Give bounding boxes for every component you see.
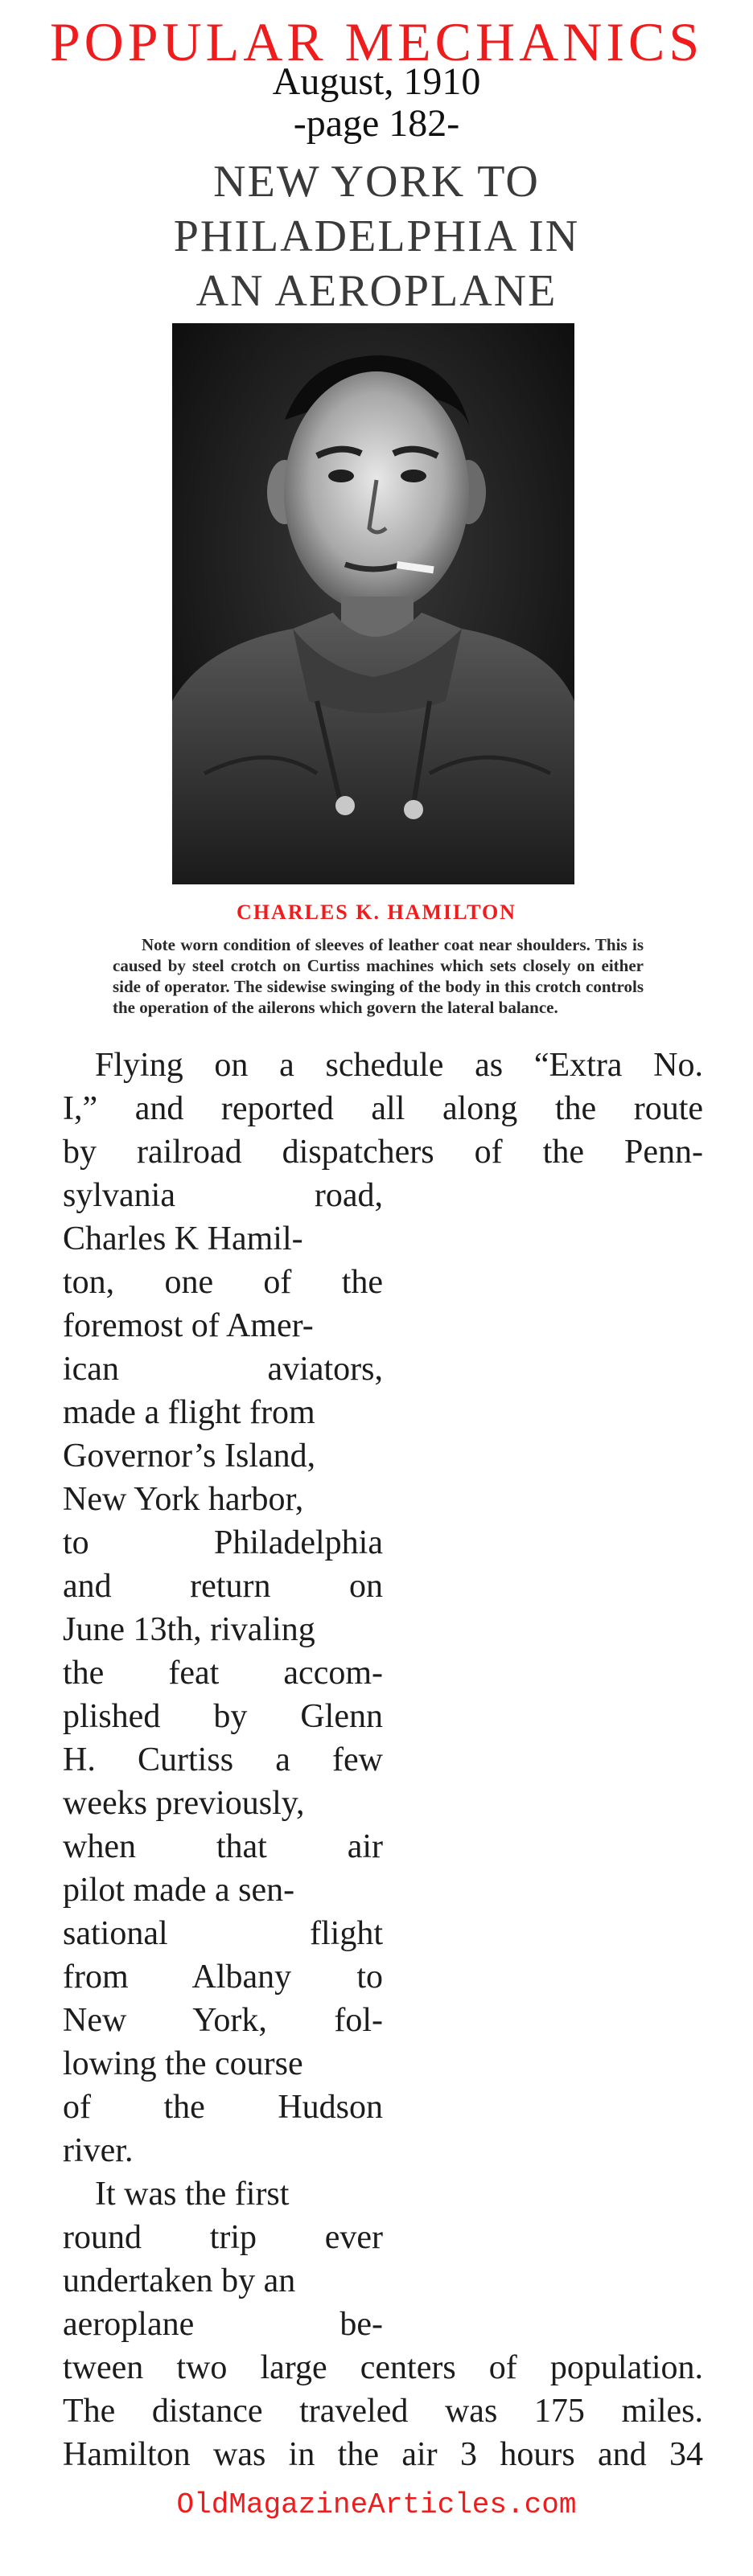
article-line: New York harbor, xyxy=(63,1481,304,1518)
article-line: It was the first xyxy=(95,2176,290,2213)
portrait-image xyxy=(172,323,574,884)
article-line: the feat accom- xyxy=(63,1655,383,1692)
article-line: undertaken by an xyxy=(63,2262,296,2299)
article-body xyxy=(63,1044,703,2476)
article-line: pilot made a sen- xyxy=(63,1872,295,1909)
article-line: New York, fol- xyxy=(63,2002,383,2039)
article-line: lowing the course xyxy=(63,2045,303,2082)
article-line: Hamilton was in the air 3 hours and 34 xyxy=(63,2436,703,2473)
headline-line: AN AEROPLANE xyxy=(195,266,558,316)
caption-name: CHARLES K. HAMILTON xyxy=(237,900,516,924)
headline-line: PHILADELPHIA IN xyxy=(173,211,580,261)
article-line: H. Curtiss a few xyxy=(63,1741,383,1778)
article-line: weeks previously, xyxy=(63,1785,305,1822)
article-line: tween two large centers of population. xyxy=(63,2349,703,2386)
headline-line: NEW YORK TO xyxy=(213,157,540,207)
article-line: to Philadelphia xyxy=(63,1524,383,1561)
article-line: by railroad dispatchers of the Penn- xyxy=(63,1134,703,1171)
article-line: round trip ever xyxy=(63,2219,383,2256)
article-line: June 13th, rivaling xyxy=(63,1611,315,1648)
caption-text: Note worn condition of sleeves of leather coat near shoulders. This is caused by steel crotch on Curtiss machines which sets closely on either side of operator. The sidewise swinging of the body in this crotch controls the operation of the ailerons which govern the lateral balance. xyxy=(113,935,644,1017)
article-line: ican aviators, xyxy=(63,1351,383,1388)
portrait-photo xyxy=(172,323,574,884)
article-line: ton, one of the xyxy=(63,1264,383,1301)
article-line: The distance traveled was 175 miles. xyxy=(63,2393,703,2430)
issue-date: August, 1910 xyxy=(272,60,481,103)
article-line: from Albany to xyxy=(63,1959,383,1996)
footer-credit: OldMagazineArticles.com xyxy=(176,2488,577,2521)
article-line: sylvania road, xyxy=(63,1177,383,1214)
article-line: aeroplane be- xyxy=(63,2306,383,2343)
article-line: foremost of Amer- xyxy=(63,1307,314,1344)
page-number: -page 182- xyxy=(293,102,460,145)
article-line: when that air xyxy=(63,1828,383,1865)
masthead-title: POPULAR MECHANICS xyxy=(49,11,704,72)
article-line: I,” and reported all along the route xyxy=(63,1090,703,1127)
article-line: Governor’s Island, xyxy=(63,1438,316,1475)
article-headline xyxy=(0,154,753,318)
article-line: Flying on a schedule as “Extra No. xyxy=(95,1047,703,1084)
article-line: sational flight xyxy=(63,1915,383,1952)
article-line: and return on xyxy=(63,1568,383,1605)
article-line: made a flight from xyxy=(63,1394,315,1431)
article-line: of the Hudson xyxy=(63,2089,383,2126)
article-line: Charles K Hamil- xyxy=(63,1220,303,1257)
article-line: river. xyxy=(63,2132,134,2169)
article-line: plished by Glenn xyxy=(63,1698,383,1735)
